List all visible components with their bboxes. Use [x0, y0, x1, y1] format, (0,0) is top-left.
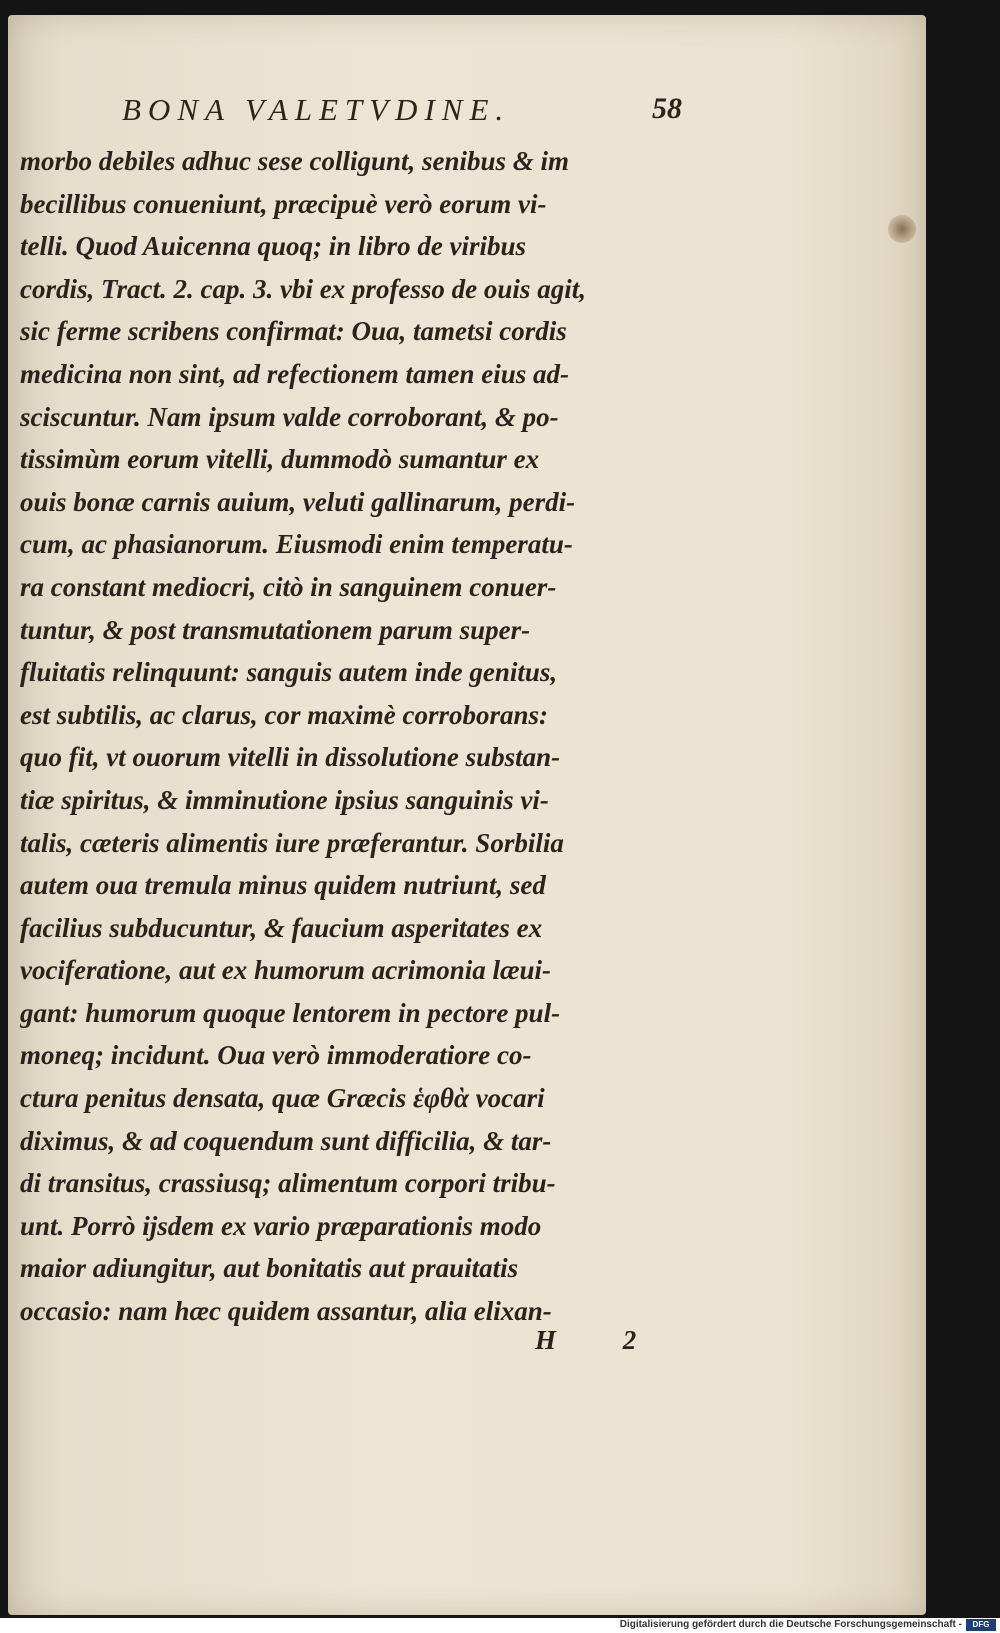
text-line: tissimùm eorum vitelli, dummodò sumantur ex	[20, 444, 540, 475]
text-line: morbo debiles adhuc sese colligunt, senibus & im	[20, 146, 570, 176]
text-line: autem oua tremula minus quidem nutriunt, sed	[20, 870, 546, 901]
text-line: occasio: nam hæc quidem assantur, alia elixan-	[20, 1296, 552, 1327]
text-line: moneq; incidunt. Oua verò immoderatiore co-	[20, 1040, 532, 1071]
text-line: tiæ spiritus, & imminutione ipsius sanguinis vi-	[20, 784, 549, 815]
signature-mark: H 2	[535, 1325, 667, 1355]
dfg-logo: DFG	[966, 1619, 996, 1631]
text-line: ra constant mediocri, citò in sanguinem conuer-	[20, 571, 557, 602]
text-line: cum, ac phasianorum. Eiusmodi enim temperatu-	[20, 529, 573, 560]
text-line: becillibus conueniunt, præcipuè verò eorum vi-	[20, 188, 547, 219]
text-line: sciscuntur. Nam ipsum valde corroborant, & po-	[20, 401, 559, 432]
digitization-footer	[0, 1618, 1000, 1633]
paper-stain	[888, 215, 916, 243]
text-line: tuntur, & post transmutationem parum super-	[20, 614, 531, 645]
text-line: unt. Porrò ijsdem ex vario præparationis modo	[20, 1210, 542, 1241]
text-line: medicina non sint, ad refectionem tamen eius ad-	[20, 358, 570, 389]
text-line: cordis, Tract. 2. cap. 3. vbi ex professo de ouis agit,	[20, 273, 586, 304]
text-line: di transitus, crassiusq; alimentum corpori tribu-	[20, 1168, 556, 1199]
text-line: telli. Quod Auicenna quoq; in libro de viribus	[20, 231, 527, 262]
text-line: gant: humorum quoque lentorem in pectore pul-	[20, 997, 561, 1028]
text-block	[20, 140, 685, 1333]
text-line: est subtilis, ac clarus, cor maximè corroborans:	[20, 699, 549, 730]
text-line: talis, cæteris alimentis iure præferantur. Sorbilia	[20, 827, 564, 858]
footer-credit: Digitalisierung gefördert durch die Deutsche Forschungsgemeinschaft -	[619, 1619, 962, 1630]
text-line: fluitatis relinquunt: sanguis autem inde genitus,	[20, 657, 558, 688]
text-line: sic ferme scribens confirmat: Oua, tametsi cordis	[20, 316, 567, 347]
text-line: ouis bonæ carnis auium, veluti gallinarum, perdi-	[20, 486, 576, 517]
text-line: diximus, & ad coquendum sunt difficilia, & tar-	[20, 1125, 552, 1156]
running-head-title: BONA VALETVDINE.	[122, 92, 511, 127]
running-head	[122, 92, 682, 132]
text-line: vociferatione, aut ex humorum acrimonia læui-	[20, 955, 552, 986]
text-line: quo fit, vt ouorum vitelli in dissolutione substan-	[20, 742, 561, 773]
text-line: facilius subducuntur, & faucium asperitates ex	[20, 912, 543, 943]
text-line: ctura penitus densata, quæ Græcis ἑφθὰ vocari	[20, 1083, 545, 1114]
text-line: maior adiungitur, aut bonitatis aut prauitatis	[20, 1253, 519, 1284]
folio-number: 58	[652, 92, 682, 125]
